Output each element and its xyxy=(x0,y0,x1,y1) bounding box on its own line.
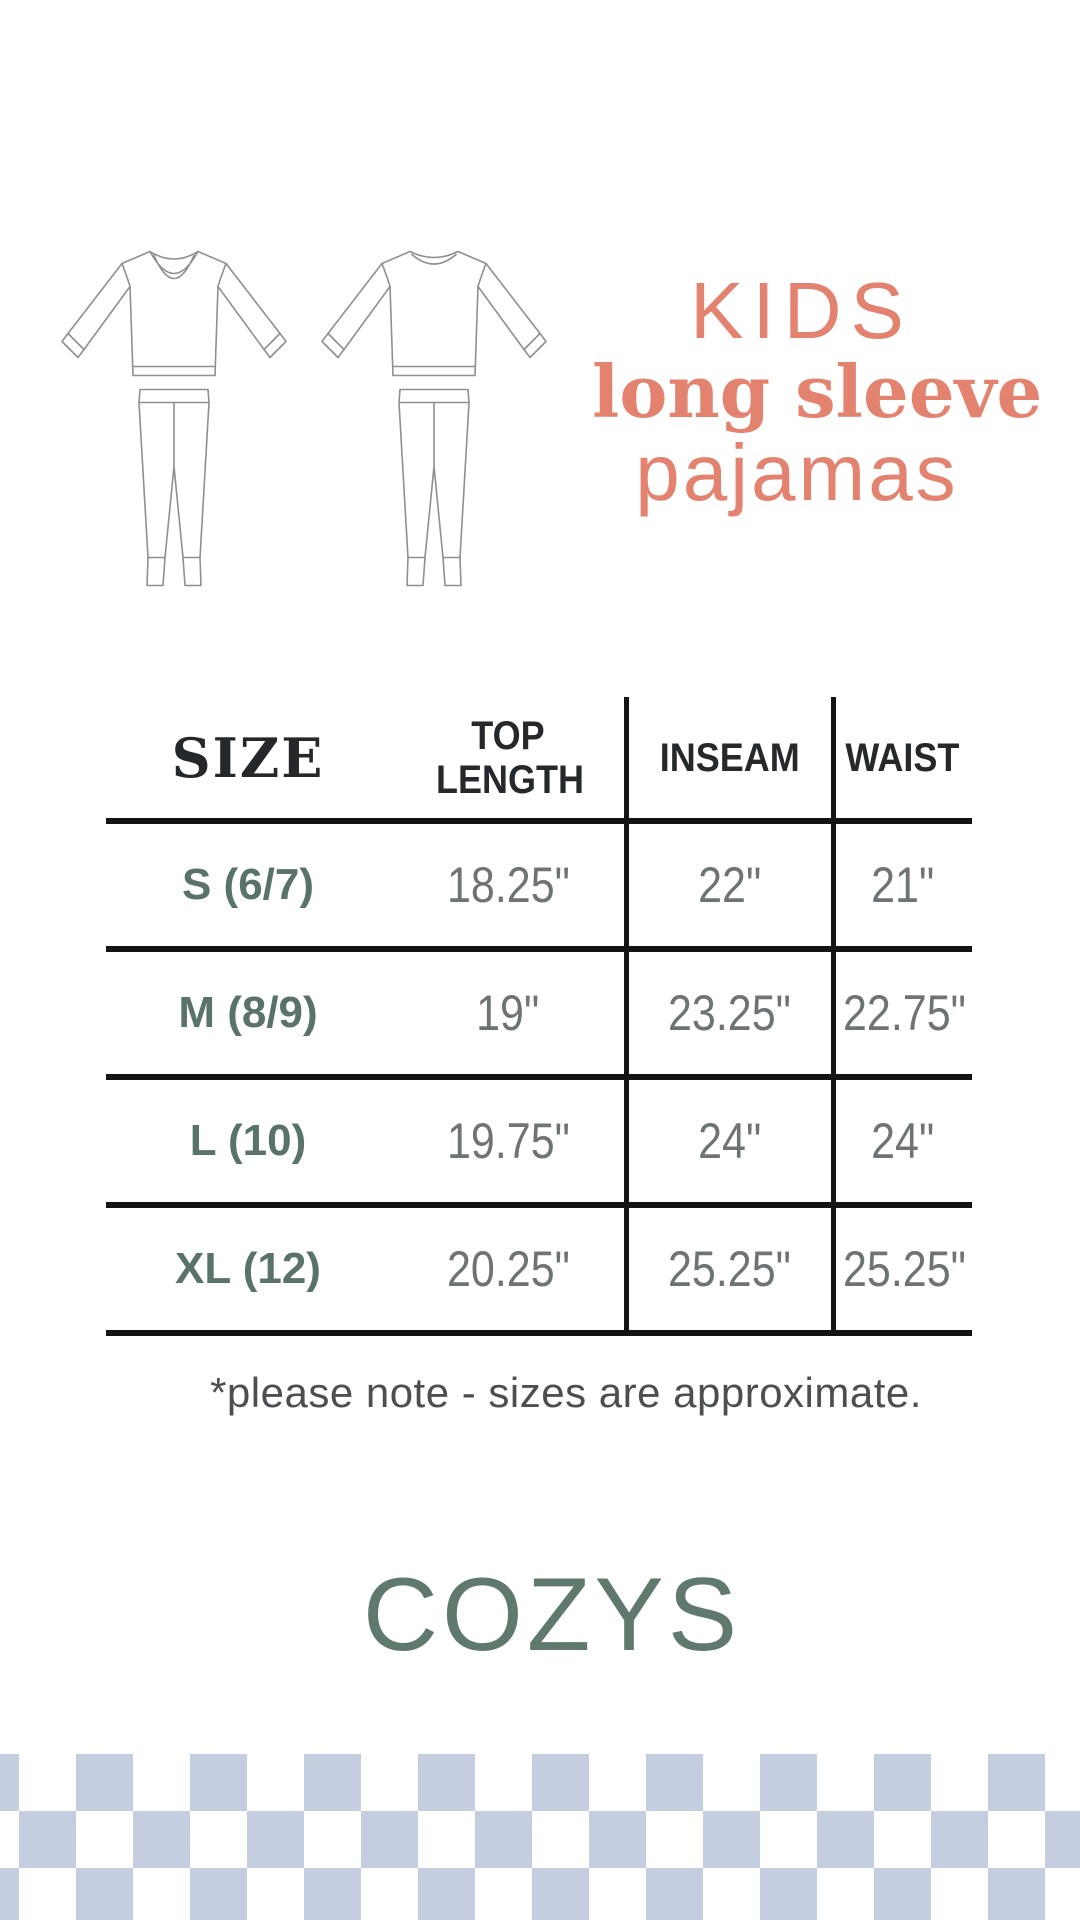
inseam-value: 23.25" xyxy=(668,985,791,1041)
inseam-value: 22" xyxy=(697,857,762,913)
waist-value: 25.25" xyxy=(843,1241,966,1297)
top-length-value: 18.25" xyxy=(446,857,570,913)
inseam-value: 24" xyxy=(697,1113,762,1169)
header-waist: WAIST xyxy=(845,735,960,780)
title-kids: KIDS xyxy=(690,266,913,355)
table-row xyxy=(106,1208,972,1336)
page-title xyxy=(592,266,1043,517)
table-row xyxy=(106,824,972,952)
waist-value: 21" xyxy=(870,857,935,913)
checkerboard-pattern xyxy=(0,1754,1080,1920)
size-label: S (6/7) xyxy=(181,860,315,909)
table-row xyxy=(106,952,972,1080)
header-top-length: TOP LENGTH xyxy=(436,713,584,802)
header-size: SIZE xyxy=(171,725,325,790)
title-long-sleeve: long sleeve xyxy=(592,349,1043,434)
pajama-illustrations xyxy=(50,232,560,600)
table-row xyxy=(106,1080,972,1208)
size-label: M (8/9) xyxy=(178,988,318,1037)
pajama-set-back-illustration xyxy=(322,252,546,586)
table-vertical-divider xyxy=(624,697,629,1336)
size-table xyxy=(106,697,972,1336)
header-inseam: INSEAM xyxy=(659,735,800,780)
top-length-value: 20.25" xyxy=(446,1241,570,1297)
approximate-sizes-footnote: *please note - sizes are approximate. xyxy=(210,1369,922,1416)
top-length-value: 19.75" xyxy=(446,1113,570,1169)
title-pajamas: pajamas xyxy=(635,428,959,517)
brand-logo: COZYS xyxy=(362,1557,742,1673)
waist-value: 24" xyxy=(870,1113,935,1169)
waist-value: 22.75" xyxy=(843,985,966,1041)
size-label: XL (12) xyxy=(175,1244,321,1293)
top-length-value: 19" xyxy=(476,985,540,1041)
inseam-value: 25.25" xyxy=(668,1241,791,1297)
size-label: L (10) xyxy=(189,1116,307,1165)
table-vertical-divider xyxy=(831,697,836,1336)
pajama-set-front-illustration xyxy=(62,252,286,586)
table-header-row xyxy=(106,697,972,824)
